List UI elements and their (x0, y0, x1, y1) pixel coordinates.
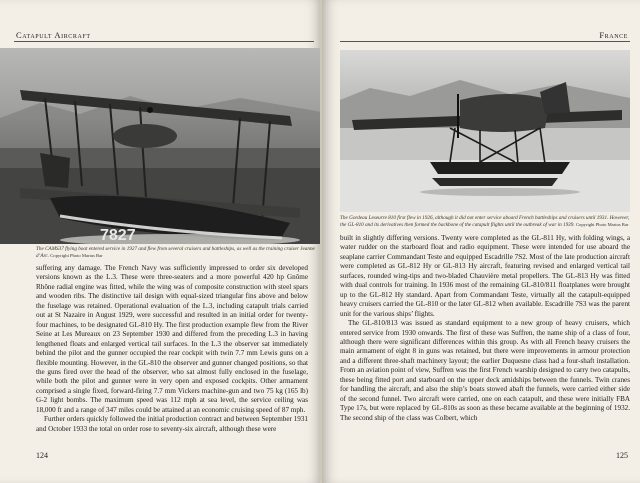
header-rule-left (14, 41, 314, 42)
page-number-left: 124 (36, 451, 48, 460)
right-page (322, 0, 640, 483)
paragraph: The GL-810/813 was issued as standard equipment to a new group of heavy cruisers, which entered service from 1930 onwards. The first of these was Suffren, the name ship of a class of four, although there were significant differences within this group. As with all French heavy cruisers the main armament of eight 8 in guns was retained, but there were improvements in armour protection and a different three-shaft machinery layout; the earlier Duquesne class had a four-shaft installation. From an aviation point of view, Suffren was the first French warship designed to carry two catapults, these being fitted port and starboard on the upper deck amidships between the funnels. Twin cranes for handling the aircraft, and also the ship’s boats stowed abaft the funnels, were carried either side of the second funnel. Two aircraft were carried, one on each catapult, and these were initially FBA Type 17s, but were replaced by GL-810s as soon as these became available at the beginning of 1932. The second ship of the class was Colbert, which (340, 319, 630, 422)
photo-gl810-floatplane (340, 50, 630, 212)
monoplane-floatplane-illustration (340, 50, 630, 212)
paragraph: Further orders quickly followed the initial production contract and between September 1931 and October 1933 the total on order rose to seventy-six aircraft, although these were (36, 415, 308, 433)
photo-caption-left (36, 246, 316, 259)
body-text-right (340, 234, 630, 423)
body-text-left (36, 264, 308, 434)
paragraph: suffering any damage. The French Navy was sufficiently impressed to order six developed versions known as the L.3. These were three-seaters and a more powerful 420 hp Gnôme Rhône radial engine was fitted, while the wing was of composite construction with steel spars and wooden ribs. The distinctive tail design with equal-sized triangular fins above and below the fuselage was retained. Operational evaluation of the L.3, including catapult trials carried out at St Nazaire in August 1929, were successful and resulted in an initial order for twenty-four machines, to be designated GL-810 Hy. The first production example flew from the River Seine at Les Mureaux on 23 September 1930 and differed from the preceding L.3 in having lengthened floats and enlarged vertical tail surfaces. In the L.3 the observer sat immediately behind the pilot and the gunner occupied the rear cockpit with twin 7.7 mm Lewis guns on a flexible mounting. However, in the GL-810 the observer and gunner changed positions, so that the guns fired over the head of the observer, who sat almost fully enclosed in the fuselage, while both the pilot and gunner were in very open and exposed cockpits. Other armament comprised a single fixed, forward-firing 7.7 mm Vickers machine-gun and two 75 kg (165 lb) G-2 light bombs. The maximum speed was 112 mph at sea level, the service ceiling was 18,000 ft and a range of 347 miles could be attained at an economic cruising speed of 87 mph. (36, 264, 308, 414)
caption-credit-right: Copyright Photo Marius Bar (575, 221, 629, 227)
header-rule-right (340, 41, 630, 42)
biplane-flying-boat-illustration (0, 48, 322, 244)
photo-caption-right (340, 215, 630, 228)
running-head-right: France (599, 30, 628, 40)
fuselage-code: 7827 (100, 227, 136, 244)
page-number-right: 125 (616, 451, 628, 460)
caption-credit-left: Copyright Photo Marius Bar (50, 252, 103, 258)
photo-cams37-flying-boat (0, 48, 322, 244)
caption-text-right: The Gordeau Leseurre 810 first flew in 1926, although it did not enter service aboard French battleships and cruisers until 1931. However, the GL-810 and its derivatives then formed the backbone of the catapult flights until the outbreak of war in 1939. (340, 215, 630, 228)
caption-text-left: The CAMS37 flying boat entered service in 1927 and flew from several cruisers and battleships, as well as the training cruiser Jeanne d’Arc. (36, 246, 315, 259)
running-head-left: Catapult Aircraft (16, 30, 91, 40)
paragraph: built in slightly differing versions. Twenty were completed as the GL-811 Hy, with folding wings, a water rudder on the starboard float and radio equipment. These were intended for use aboard the seaplane carrier Commandant Teste and equipped Escadrille 7S2. Most of the late production aircraft were completed as GL-812 Hy or GL-813 Hy aircraft, featuring revised and enlarged vertical tail surfaces, rounded wing-tips and two-bladed Chauvière metal propellers. The GL-813 Hy was fitted with dual controls for training. In 1936 most of the remaining GL-810/811 floatplanes were brought up to the GL-812 Hy standard. Apart from Commandant Teste, virtually all the catapult-equipped heavy cruisers carried the GL-810 or the later GL-812 when available. Escadrille 7S3 was the parent unit for the various ships’ flights. (340, 234, 630, 318)
